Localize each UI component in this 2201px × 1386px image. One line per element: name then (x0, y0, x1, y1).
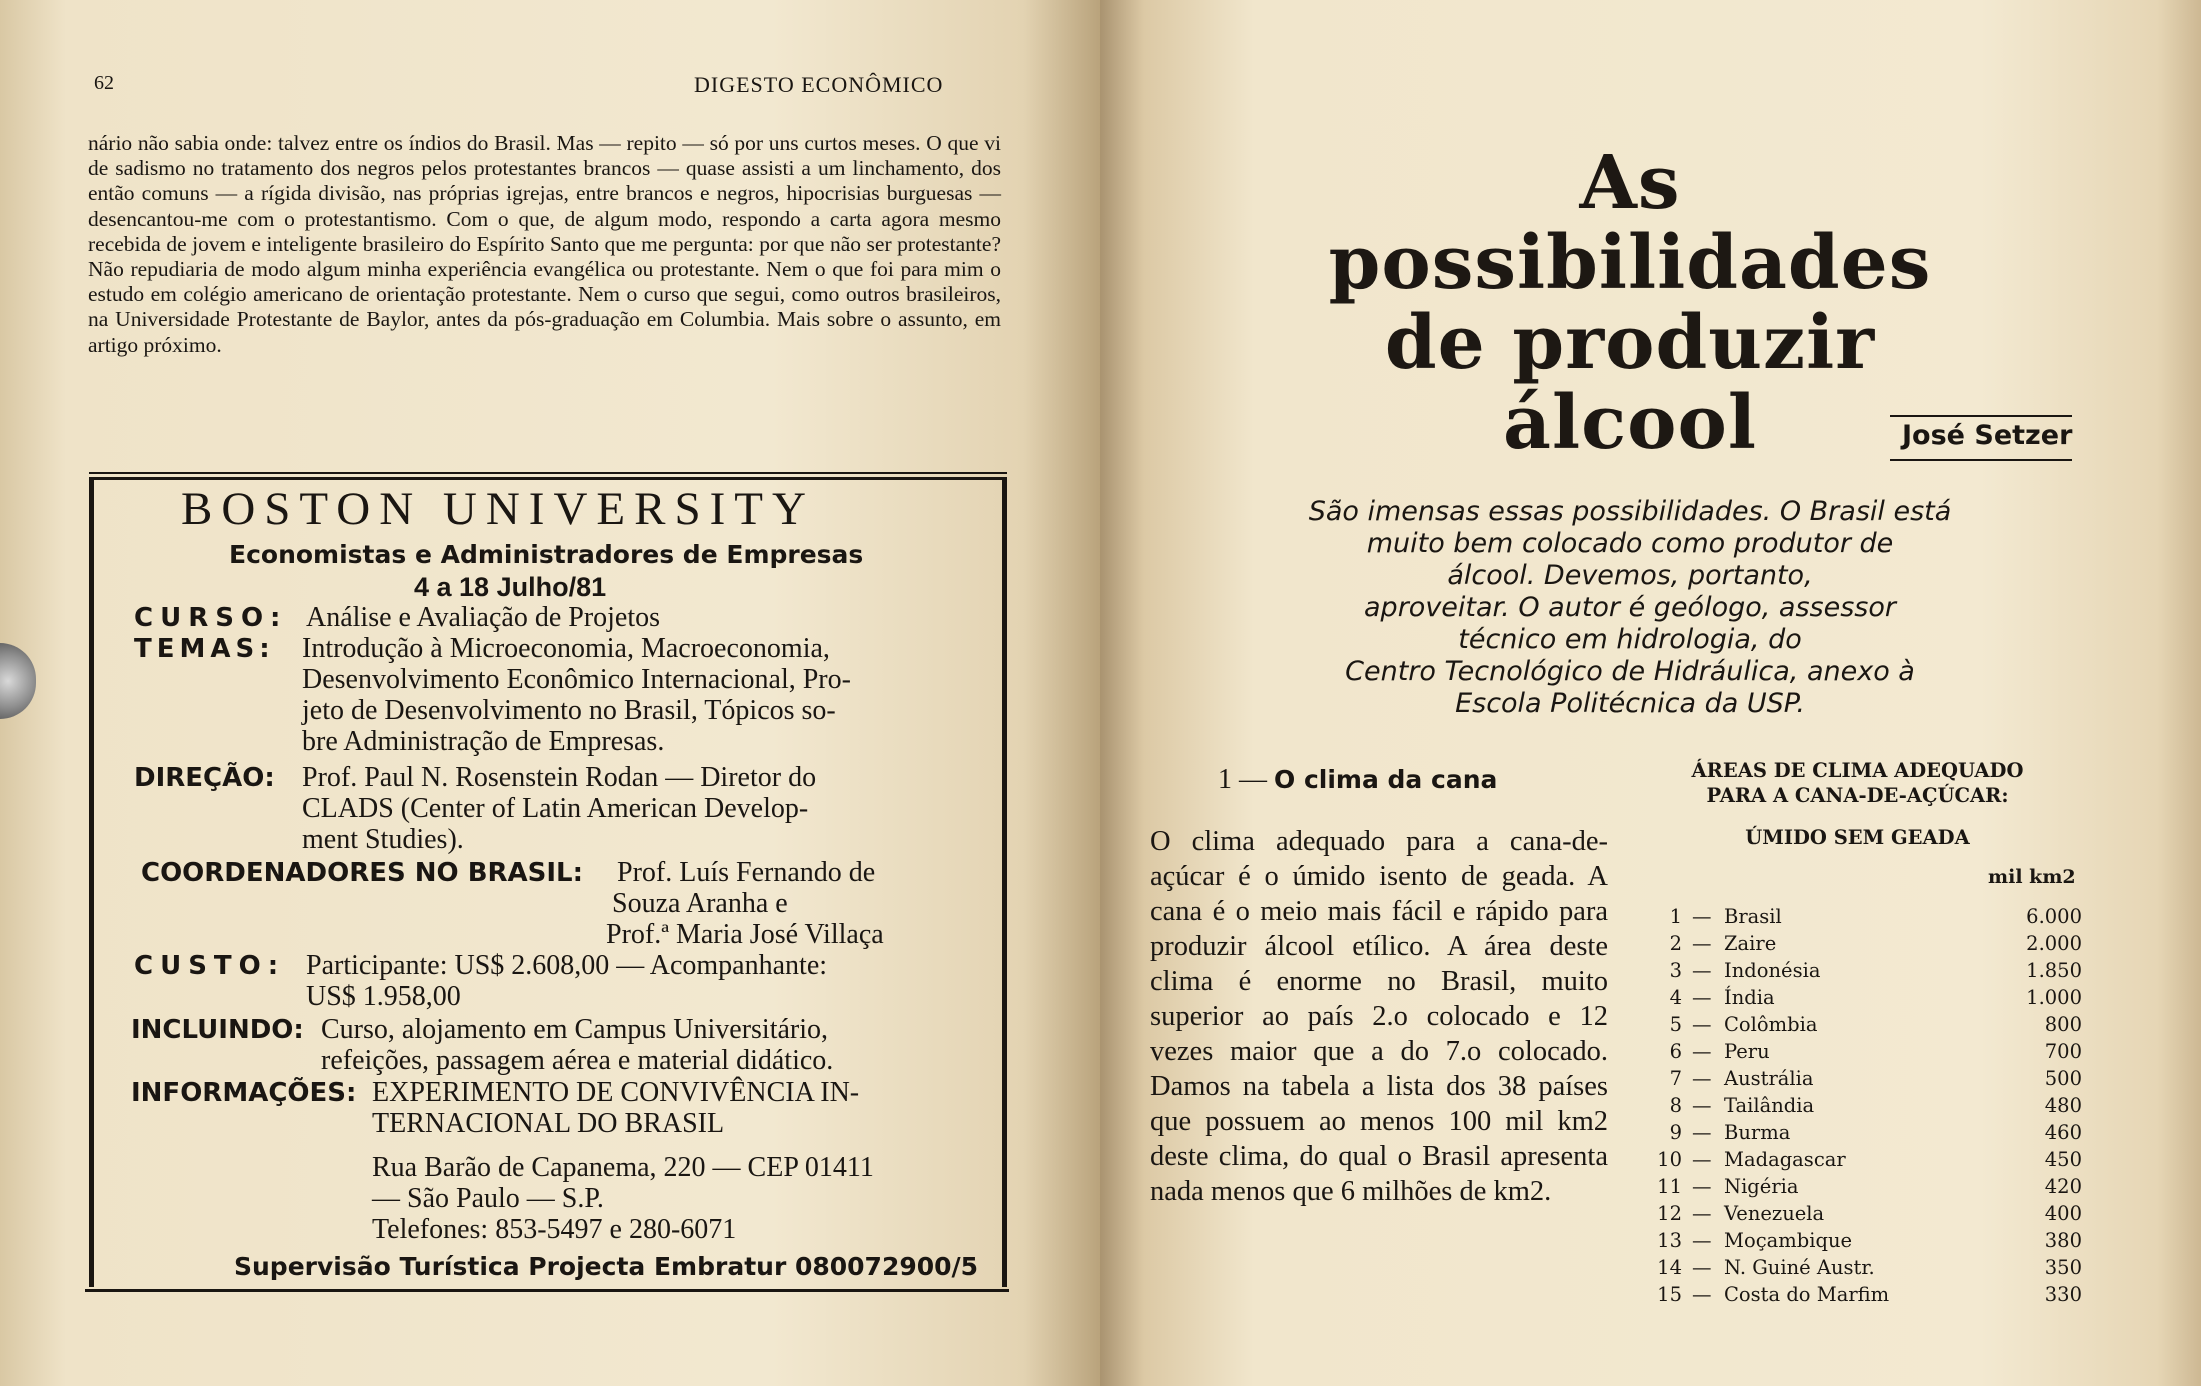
table-row (1652, 932, 2082, 959)
row-number: 11 (1657, 1175, 1682, 1198)
ad-top-rule (89, 472, 1007, 474)
article-abstract (1250, 496, 2010, 720)
row-number: 14 (1657, 1256, 1682, 1279)
row-country: Peru (1724, 1040, 1770, 1063)
informacoes-line: TERNACIONAL DO BRASIL (372, 1108, 725, 1139)
row-number: 2 (1669, 932, 1682, 955)
table-title-line: ÁREAS DE CLIMA ADEQUADO (1691, 759, 2024, 782)
row-country: Venezuela (1724, 1202, 1825, 1225)
row-value: 400 (2044, 1202, 2082, 1225)
row-country: Burma (1724, 1121, 1791, 1144)
area-table (1652, 905, 2082, 1310)
informacoes-line: Rua Barão de Capanema, 220 — CEP 01411 (372, 1152, 874, 1183)
temas-label: TEMAS: (134, 634, 275, 664)
ad-footer: Supervisão Turística Projecta Embratur 080072900/5 (234, 1252, 979, 1281)
row-dash: — (1692, 1094, 1712, 1117)
row-number: 15 (1657, 1283, 1682, 1306)
table-subtitle: ÚMIDO SEM GEADA (1745, 826, 1970, 849)
row-dash: — (1692, 1256, 1712, 1279)
informacoes-line: Telefones: 853-5497 e 280-6071 (372, 1214, 737, 1245)
coordenadores-line: Souza Aranha e (612, 888, 788, 919)
row-dash: — (1692, 1121, 1712, 1144)
left-page (0, 0, 1100, 1386)
custo-line: Participante: US$ 2.608,00 — Acompanhante: (306, 950, 828, 981)
table-row (1652, 1013, 2082, 1040)
temas-line: Introdução à Microeconomia, Macroeconomia, (302, 633, 830, 664)
title-line: álcool (1503, 380, 1757, 466)
table-title-line: PARA A CANA-DE-AÇÚCAR: (1706, 784, 2009, 807)
row-country: Tailândia (1724, 1094, 1815, 1117)
row-number: 9 (1669, 1121, 1682, 1144)
row-dash: — (1692, 1067, 1712, 1090)
table-row (1652, 1175, 2082, 1202)
table-row (1652, 1202, 2082, 1229)
table-row (1652, 1148, 2082, 1175)
row-number: 1 (1669, 905, 1682, 928)
coordenadores-line: Prof.ª Maria José Villaça (606, 919, 884, 950)
table-row (1652, 905, 2082, 932)
row-number: 3 (1669, 959, 1682, 982)
table-row (1652, 1094, 2082, 1121)
row-country: Brasil (1724, 905, 1782, 928)
article-title (1270, 140, 1990, 466)
running-head: DIGESTO ECONÔMICO (694, 72, 944, 97)
row-country: Costa do Marfim (1724, 1283, 1890, 1306)
abstract-line: muito bem colocado como produtor de (1366, 528, 1894, 559)
author-rule-bottom (1890, 459, 2072, 461)
incluindo-line: refeições, passagem aérea e material didático. (321, 1045, 834, 1076)
table-row (1652, 986, 2082, 1013)
author-name: José Setzer (1902, 420, 2073, 451)
custo-label: CUSTO: (134, 951, 286, 981)
row-country: N. Guiné Austr. (1724, 1256, 1875, 1279)
abstract-line: álcool. Devemos, portanto, (1447, 560, 1813, 591)
row-value: 450 (2044, 1148, 2082, 1171)
informacoes-label: INFORMAÇÕES: (131, 1078, 357, 1108)
temas-line: Desenvolvimento Econômico Internacional, Pro- (302, 664, 851, 695)
abstract-line: São imensas essas possibilidades. O Brasil está (1308, 496, 1952, 527)
coordenadores-label: COORDENADORES NO BRASIL: (141, 858, 584, 888)
table-row (1652, 1067, 2082, 1094)
table-row (1652, 1256, 2082, 1283)
row-value: 480 (2044, 1094, 2082, 1117)
row-value: 330 (2044, 1283, 2082, 1306)
temas-line: bre Administração de Empresas. (302, 726, 665, 757)
continued-article-text: nário não sabia onde: talvez entre os índios do Brasil. Mas — repito — só por uns curtos meses. O que vi de sadismo no tratamento dos negros pelos protestantes brancos — quase assisti a um linchamento, dos então comuns — a rígida divisão, nas próprias igrejas, entre brancos e negros, hipocrisias burguesas — desencantou-me com o protestantismo. Com o que, de algum modo, respondo a carta agora mesmo recebida de jovem e inteligente brasileiro do Espírito Santo que me pergunta: por que não ser protestante? Não repudiaria de modo algum minha experiência evangélica ou protestante. Nem o que foi para mim o estudo em colégio americano de orientação protestante. Nem o curso que segui, como outros brasileiros, na Universidade Protestante de Baylor, antes da pós-graduação em Columbia. Mais sobre o assunto, em artigo próximo. (88, 131, 1001, 357)
abstract-line: Escola Politécnica da USP. (1455, 688, 1805, 719)
section-title: O clima da cana (1274, 765, 1498, 794)
ad-bottom-rule (85, 1289, 1009, 1292)
ad-title: BOSTON UNIVERSITY (181, 483, 815, 535)
row-number: 5 (1669, 1013, 1682, 1036)
table-row (1652, 1121, 2082, 1148)
row-country: Austrália (1724, 1067, 1814, 1090)
temas-line: jeto de Desenvolvimento no Brasil, Tópicos so- (302, 695, 836, 726)
row-dash: — (1692, 932, 1712, 955)
row-country: Moçambique (1724, 1229, 1853, 1252)
direcao-label: DIREÇÃO: (134, 763, 275, 793)
row-value: 350 (2044, 1256, 2082, 1279)
row-dash: — (1692, 1229, 1712, 1252)
informacoes-line: EXPERIMENTO DE CONVIVÊNCIA IN- (372, 1077, 860, 1108)
boston-university-ad (89, 472, 1009, 1299)
table-title (1655, 758, 2060, 808)
binder-clip (0, 643, 36, 719)
row-country: Madagascar (1724, 1148, 1846, 1171)
table-row (1652, 1040, 2082, 1067)
row-dash: — (1692, 1013, 1712, 1036)
row-number: 7 (1669, 1067, 1682, 1090)
abstract-line: técnico em hidrologia, do (1458, 624, 1802, 655)
direcao-line: ment Studies). (302, 824, 464, 855)
curso-value: Análise e Avaliação de Projetos (306, 602, 661, 633)
row-dash: — (1692, 986, 1712, 1009)
title-line: de produzir (1384, 300, 1876, 386)
row-country: Zaire (1724, 932, 1777, 955)
row-dash: — (1692, 1175, 1712, 1198)
ad-subtitle: Economistas e Administradores de Empresas (229, 540, 864, 569)
ad-dates: 4 a 18 Julho/81 (414, 572, 607, 602)
title-line: As possibilidades (1328, 140, 1932, 306)
table-row (1652, 1229, 2082, 1256)
direcao-line: Prof. Paul N. Rosenstein Rodan — Diretor do (302, 762, 817, 793)
row-dash: — (1692, 1040, 1712, 1063)
row-number: 10 (1657, 1148, 1682, 1171)
row-value: 2.000 (2026, 932, 2082, 955)
coordenadores-line: Prof. Luís Fernando de (617, 857, 876, 888)
row-value: 700 (2044, 1040, 2082, 1063)
row-value: 500 (2044, 1067, 2082, 1090)
row-value: 460 (2044, 1121, 2082, 1144)
article-body: O clima adequado para a cana-de-açúcar é o úmido isento de geada. A cana é o meio mais fácil e rápido para produzir álcool etílico. A área deste clima é enorme no Brasil, muito superior ao país 2.o colocado e 12 vezes maior que a do 7.o colocado. Damos na tabela a lista dos 38 países que possuem ao menos 100 mil km2 deste clima, do qual o Brasil apresenta nada menos que 6 milhões de km2. (1150, 826, 1608, 1207)
section-number: 1 — (1218, 764, 1267, 795)
row-number: 4 (1669, 986, 1682, 1009)
table-row (1652, 1283, 2082, 1310)
row-dash: — (1692, 1148, 1712, 1171)
abstract-line: Centro Tecnológico de Hidráulica, anexo à (1345, 656, 1915, 687)
abstract-line: aproveitar. O autor é geólogo, assessor (1364, 592, 1896, 623)
row-country: Índia (1724, 986, 1775, 1009)
page-number: 62 (94, 72, 114, 94)
row-value: 420 (2044, 1175, 2082, 1198)
row-value: 1.000 (2026, 986, 2082, 1009)
row-value: 380 (2044, 1229, 2082, 1252)
author-rule-top (1890, 415, 2072, 417)
incluindo-label: INCLUINDO: (131, 1015, 304, 1045)
row-dash: — (1692, 959, 1712, 982)
direcao-line: CLADS (Center of Latin American Develop- (302, 793, 809, 824)
row-number: 6 (1669, 1040, 1682, 1063)
informacoes-line: — São Paulo — S.P. (372, 1183, 604, 1214)
custo-line: US$ 1.958,00 (306, 981, 461, 1012)
curso-label: CURSO: (134, 603, 288, 633)
row-number: 12 (1657, 1202, 1682, 1225)
row-number: 8 (1669, 1094, 1682, 1117)
incluindo-line: Curso, alojamento em Campus Universitário, (321, 1014, 829, 1045)
row-dash: — (1692, 1202, 1712, 1225)
row-value: 1.850 (2026, 959, 2082, 982)
row-value: 800 (2044, 1013, 2082, 1036)
row-dash: — (1692, 1283, 1712, 1306)
row-country: Indonésia (1724, 959, 1821, 982)
row-country: Nigéria (1724, 1175, 1799, 1198)
table-unit: mil km2 (1988, 866, 2076, 888)
row-country: Colômbia (1724, 1013, 1818, 1036)
row-number: 13 (1657, 1229, 1682, 1252)
table-row (1652, 959, 2082, 986)
section-heading (1218, 764, 1497, 796)
row-dash: — (1692, 905, 1712, 928)
row-value: 6.000 (2026, 905, 2082, 928)
